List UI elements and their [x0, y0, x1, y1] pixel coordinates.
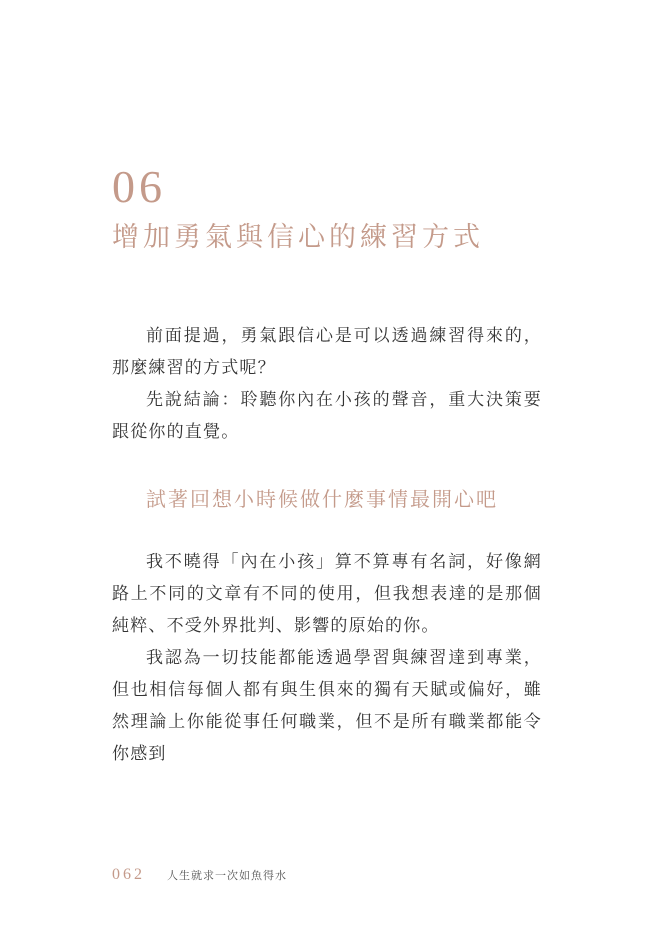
page-footer — [112, 866, 287, 884]
chapter-title: 增加勇氣與信心的練習方式 — [112, 222, 484, 253]
book-title: 人生就求一次如魚得水 — [167, 869, 287, 882]
intro-text — [112, 320, 542, 448]
section-heading: 試著回想小時候做什麼事情最開心吧 — [146, 487, 498, 511]
section-text — [112, 546, 542, 770]
page-number: 062 — [112, 866, 145, 883]
chapter-number: 06 — [112, 161, 166, 212]
paragraph: 先說結論：聆聽你內在小孩的聲音，重大決策要跟從你的直覺。 — [112, 390, 542, 442]
paragraph: 我認為一切技能都能透過學習與練習達到專業，但也相信每個人都有與生俱來的獨有天賦或偏好，雖然理論上你能從事任何職業，但不是所有職業都能令你感到 — [112, 648, 542, 764]
paragraph: 我不曉得「內在小孩」算不算專有名詞，好像網路上不同的文章有不同的使用，但我想表達的是那個純粹、不受外界批判、影響的原始的你。 — [112, 552, 542, 636]
paragraph: 前面提過，勇氣跟信心是可以透過練習得來的，那麼練習的方式呢？ — [112, 326, 542, 378]
